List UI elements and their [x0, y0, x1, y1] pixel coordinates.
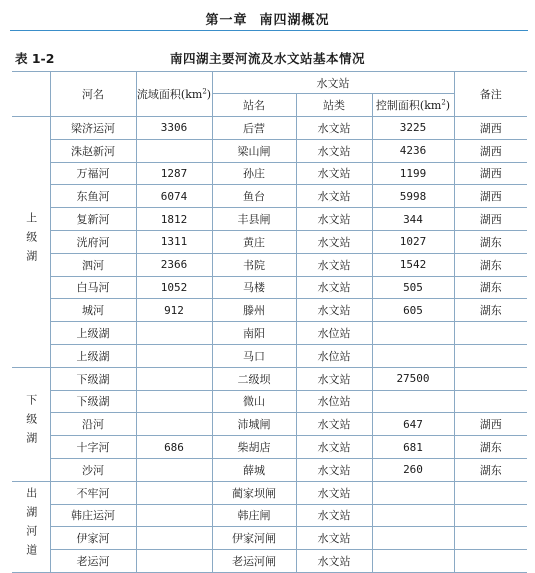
- table-row: [12, 185, 527, 208]
- control-area-cell: 605: [372, 299, 454, 322]
- station-name-cell: 蔺家坝闸: [212, 481, 296, 504]
- river-name-cell: 韩庄运河: [50, 504, 136, 527]
- station-type-cell: 水文站: [296, 413, 372, 436]
- station-name-cell: 韩庄闸: [212, 504, 296, 527]
- river-name-cell: 不牢河: [50, 481, 136, 504]
- control-area-cell: 5998: [372, 185, 454, 208]
- table-row: [12, 527, 527, 550]
- basin-area-cell: 1052: [136, 276, 212, 299]
- remark-cell: 湖西: [454, 208, 527, 231]
- control-area-cell: [372, 481, 454, 504]
- river-name-cell: 上级湖: [50, 344, 136, 367]
- remark-cell: [454, 481, 527, 504]
- header-river: 河名: [50, 72, 136, 117]
- control-area-cell: 1542: [372, 253, 454, 276]
- table-row: [12, 458, 527, 481]
- control-area-cell: 27500: [372, 367, 454, 390]
- lake-group-label: [12, 367, 50, 481]
- station-type-cell: 水文站: [296, 550, 372, 573]
- remark-cell: 湖东: [454, 230, 527, 253]
- basin-area-cell: 2366: [136, 253, 212, 276]
- station-type-cell: 水文站: [296, 436, 372, 459]
- station-name-cell: 薛城: [212, 458, 296, 481]
- basin-area-cell: [136, 390, 212, 413]
- station-name-cell: 微山: [212, 390, 296, 413]
- control-area-cell: [372, 390, 454, 413]
- basin-area-cell: 912: [136, 299, 212, 322]
- basin-area-cell: [136, 550, 212, 573]
- remark-cell: [454, 344, 527, 367]
- table-row: [12, 436, 527, 459]
- header-row: [12, 72, 527, 94]
- station-name-cell: 伊家河闸: [212, 527, 296, 550]
- station-name-cell: 梁山闸: [212, 139, 296, 162]
- table-row: [12, 276, 527, 299]
- remark-cell: 湖东: [454, 253, 527, 276]
- control-area-cell: [372, 504, 454, 527]
- table-row: [12, 390, 527, 413]
- station-name-cell: 柴胡店: [212, 436, 296, 459]
- station-type-cell: 水位站: [296, 322, 372, 345]
- control-area-cell: [372, 322, 454, 345]
- control-area-cell: 1199: [372, 162, 454, 185]
- station-type-cell: 水文站: [296, 117, 372, 140]
- lake-group-text: 上级湖: [24, 211, 38, 269]
- river-name-cell: 沙河: [50, 458, 136, 481]
- header-basin-area-sup: 2: [202, 87, 207, 96]
- control-area-cell: 505: [372, 276, 454, 299]
- table-caption: [0, 49, 535, 69]
- station-name-cell: 丰县闸: [212, 208, 296, 231]
- basin-area-cell: [136, 458, 212, 481]
- table-row: [12, 253, 527, 276]
- station-type-cell: 水文站: [296, 139, 372, 162]
- control-area-cell: 681: [372, 436, 454, 459]
- basin-area-cell: [136, 322, 212, 345]
- header-control-area-sup: 2: [441, 98, 446, 107]
- river-name-cell: 梁济运河: [50, 117, 136, 140]
- header-remarks: 备注: [454, 72, 527, 117]
- control-area-cell: 344: [372, 208, 454, 231]
- table-row: [12, 344, 527, 367]
- station-type-cell: 水文站: [296, 276, 372, 299]
- station-name-cell: 沛城闸: [212, 413, 296, 436]
- control-area-cell: 1027: [372, 230, 454, 253]
- station-name-cell: 孙庄: [212, 162, 296, 185]
- river-name-cell: 万福河: [50, 162, 136, 185]
- river-name-cell: 洸府河: [50, 230, 136, 253]
- control-area-cell: [372, 527, 454, 550]
- station-name-cell: 书院: [212, 253, 296, 276]
- remark-cell: [454, 390, 527, 413]
- control-area-cell: 4236: [372, 139, 454, 162]
- lake-group-label: [12, 117, 50, 368]
- remark-cell: 湖东: [454, 299, 527, 322]
- table-row: [12, 139, 527, 162]
- table-row: [12, 162, 527, 185]
- station-name-cell: 黄庄: [212, 230, 296, 253]
- table-row: [12, 504, 527, 527]
- control-area-cell: 3225: [372, 117, 454, 140]
- station-type-cell: 水文站: [296, 527, 372, 550]
- header-basin-area: [136, 72, 212, 117]
- table-number: 表 1-2: [15, 51, 55, 66]
- basin-area-cell: [136, 413, 212, 436]
- station-name-cell: 马口: [212, 344, 296, 367]
- station-type-cell: 水文站: [296, 481, 372, 504]
- station-type-cell: 水文站: [296, 208, 372, 231]
- header-basin-area-close: ): [206, 88, 212, 101]
- basin-area-cell: 1287: [136, 162, 212, 185]
- table-row: [12, 230, 527, 253]
- remark-cell: 湖东: [454, 276, 527, 299]
- lake-group-text: 出湖河道: [24, 487, 38, 564]
- river-name-cell: 下级湖: [50, 367, 136, 390]
- river-name-cell: 下级湖: [50, 390, 136, 413]
- river-name-cell: 上级湖: [50, 322, 136, 345]
- table-title: 南四湖主要河流及水文站基本情况: [169, 51, 365, 66]
- remark-cell: 湖西: [454, 413, 527, 436]
- river-name-cell: 泗河: [50, 253, 136, 276]
- station-type-cell: 水文站: [296, 299, 372, 322]
- station-type-cell: 水位站: [296, 344, 372, 367]
- basin-area-cell: 686: [136, 436, 212, 459]
- table-row: [12, 208, 527, 231]
- river-name-cell: 东鱼河: [50, 185, 136, 208]
- river-name-cell: 复新河: [50, 208, 136, 231]
- remark-cell: [454, 527, 527, 550]
- station-name-cell: 南阳: [212, 322, 296, 345]
- station-type-cell: 水文站: [296, 504, 372, 527]
- station-name-cell: 二级坝: [212, 367, 296, 390]
- remark-cell: [454, 322, 527, 345]
- chapter-number: 第一章: [205, 13, 248, 28]
- station-type-cell: 水文站: [296, 162, 372, 185]
- station-name-cell: 鱼台: [212, 185, 296, 208]
- control-area-cell: 260: [372, 458, 454, 481]
- remark-cell: 湖东: [454, 458, 527, 481]
- table-row: [12, 367, 527, 390]
- header-station-group: 水文站: [212, 72, 454, 94]
- basin-area-cell: [136, 367, 212, 390]
- table-row: [12, 322, 527, 345]
- header-control-area-text: 控制面积(km: [375, 99, 442, 112]
- basin-area-cell: 6074: [136, 185, 212, 208]
- river-name-cell: 城河: [50, 299, 136, 322]
- basin-area-cell: [136, 344, 212, 367]
- river-name-cell: 十字河: [50, 436, 136, 459]
- station-name-cell: 马楼: [212, 276, 296, 299]
- station-type-cell: 水文站: [296, 185, 372, 208]
- station-type-cell: 水文站: [296, 230, 372, 253]
- basin-area-cell: [136, 527, 212, 550]
- lake-group-label: [12, 481, 50, 572]
- chapter-title: 南四湖概况: [259, 13, 330, 28]
- table-row: [12, 413, 527, 436]
- basin-area-cell: [136, 481, 212, 504]
- remark-cell: 湖西: [454, 162, 527, 185]
- table-row: [12, 481, 527, 504]
- station-name-cell: 后营: [212, 117, 296, 140]
- basin-area-cell: 3306: [136, 117, 212, 140]
- remark-cell: 湖西: [454, 117, 527, 140]
- river-name-cell: 白马河: [50, 276, 136, 299]
- river-name-cell: 沿河: [50, 413, 136, 436]
- station-type-cell: 水位站: [296, 390, 372, 413]
- basin-area-cell: 1812: [136, 208, 212, 231]
- header-control-area: [372, 94, 454, 117]
- header-station-type: 站类: [296, 94, 372, 117]
- basin-area-cell: 1311: [136, 230, 212, 253]
- table-row: [12, 299, 527, 322]
- remark-cell: 湖东: [454, 436, 527, 459]
- station-type-cell: 水文站: [296, 458, 372, 481]
- remark-cell: [454, 504, 527, 527]
- header-blank: [12, 72, 50, 117]
- header-station-name: 站名: [212, 94, 296, 117]
- river-station-table: [12, 71, 527, 573]
- basin-area-cell: [136, 504, 212, 527]
- control-area-cell: 647: [372, 413, 454, 436]
- control-area-cell: [372, 344, 454, 367]
- remark-cell: 湖西: [454, 139, 527, 162]
- header-control-area-close: ): [445, 99, 451, 112]
- table-row: [12, 550, 527, 573]
- remark-cell: 湖西: [454, 185, 527, 208]
- control-area-cell: [372, 550, 454, 573]
- river-name-cell: 老运河: [50, 550, 136, 573]
- river-name-cell: 洙赵新河: [50, 139, 136, 162]
- river-name-cell: 伊家河: [50, 527, 136, 550]
- station-name-cell: 老运河闸: [212, 550, 296, 573]
- remark-cell: [454, 367, 527, 390]
- basin-area-cell: [136, 139, 212, 162]
- station-type-cell: 水文站: [296, 367, 372, 390]
- table-row: [12, 117, 527, 140]
- lake-group-text: 下级湖: [24, 394, 38, 452]
- station-type-cell: 水文站: [296, 253, 372, 276]
- remark-cell: [454, 550, 527, 573]
- header-rule: [10, 30, 528, 31]
- station-name-cell: 滕州: [212, 299, 296, 322]
- header-basin-area-text: 流域面积(km: [136, 88, 203, 101]
- chapter-heading: [0, 9, 535, 28]
